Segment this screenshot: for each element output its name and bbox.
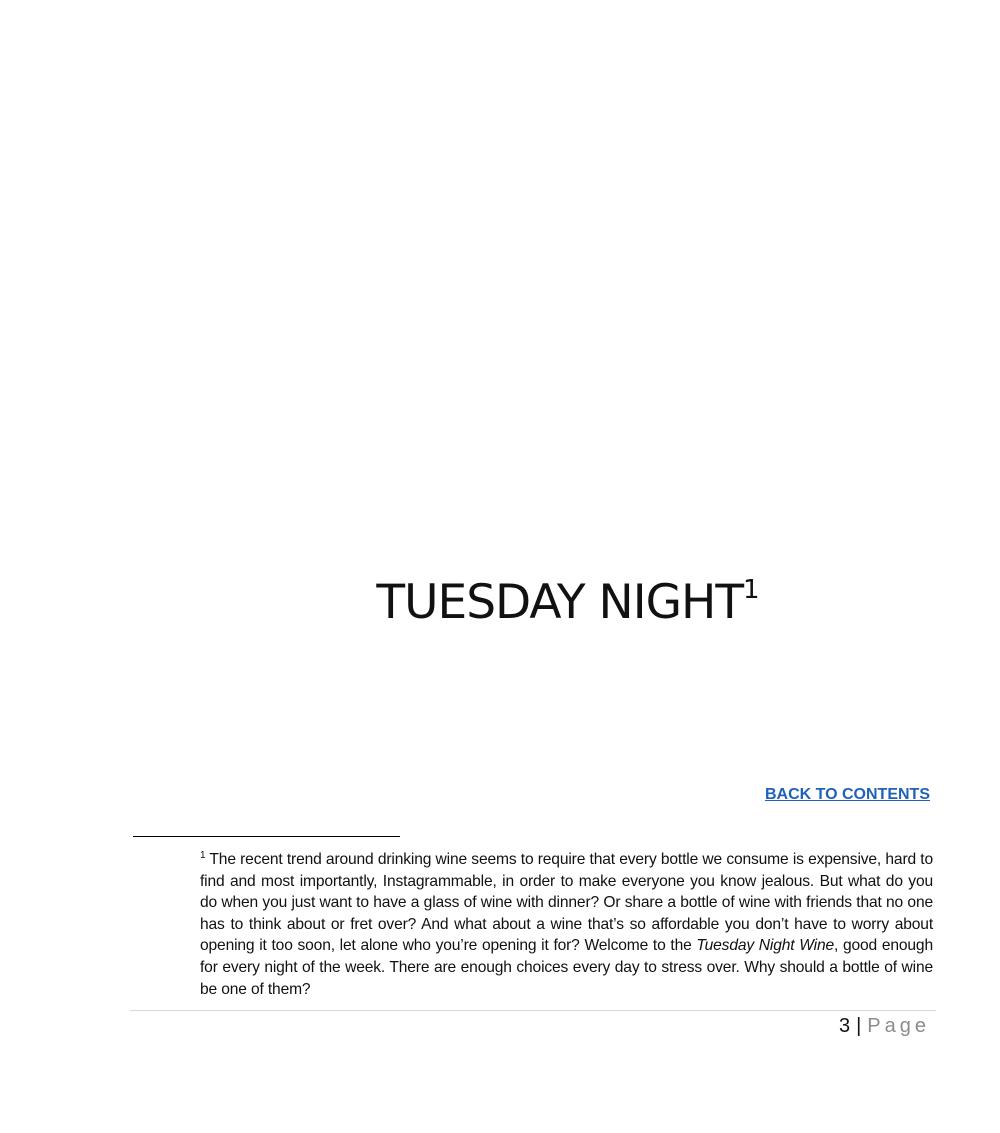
page-footer [839,1013,930,1039]
footnote-reference[interactable]: 1 [743,575,760,605]
footnote-italic-title: Tuesday Night Wine [696,937,835,955]
footnote-separator [133,836,400,837]
chapter-title [0,573,1000,633]
chapter-title-text: TUESDAY NIGHT [376,575,744,630]
footnote-text-part-2: , good enough for every night of the week. There are enough choices every day to stress over. Why should a bottle of wine be one of them? [200,937,933,998]
footer-rule [130,1010,936,1011]
footnote-text-part-1: The recent trend around drinking wine seems to require that every bottle we consume is expensive, hard to find and most importantly, Instagrammable, in order to make everyone you know jealous. But what do you do when you just want to have a glass of wine with dinner? Or share a bottle of wine with friends that no one has to think about or fret over? And what about a wine that’s so affordable you don’t have to worry about opening it too soon, let alone who you’re opening it for? Welcome to the [200,851,933,955]
page-number: 3 [838,1015,851,1037]
back-to-contents-link[interactable]: BACK TO CONTENTS [764,786,930,803]
footnote-marker: 1 [200,850,206,861]
page-label: Page [867,1015,930,1037]
footnote [200,849,933,1000]
page-separator: | [856,1015,862,1037]
